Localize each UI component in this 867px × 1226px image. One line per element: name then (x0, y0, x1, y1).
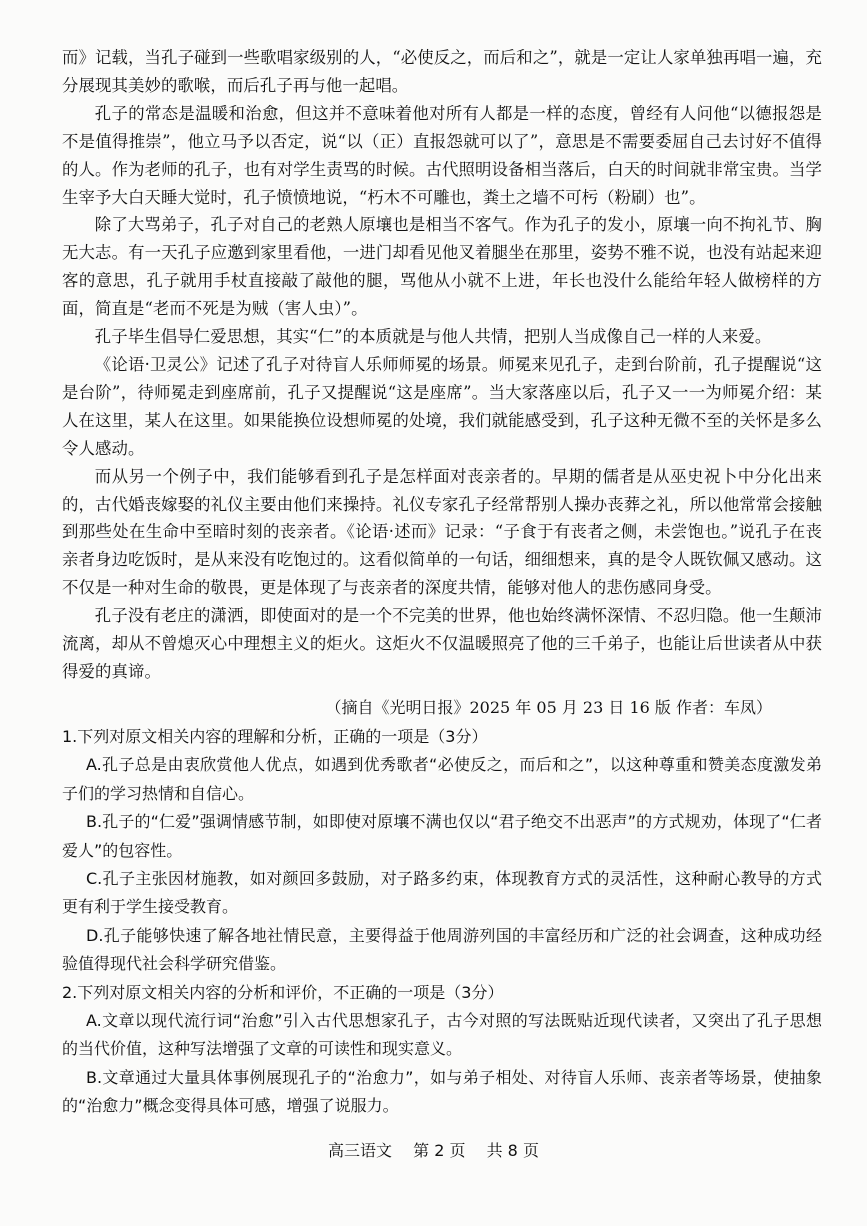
option-b: B.文章通过大量具体事例展现孔子的“治愈力”，如与弟子相处、对待盲人乐师、丧亲者等场景，使抽象的“治愈力”概念变得具体可感，增强了说服力。 (62, 1067, 822, 1116)
article-paragraph: 《论语·卫灵公》记述了孔子对待盲人乐师师冕的场景。师冕来见孔子，走到台阶前，孔子提醒说“这是台阶”，待师冕走到座席前，孔子又提醒说“这是座席”。当大家落座以后，孔子又一一为师冕介绍：某人在这里，某人在这里。如果能换位设想师冕的处境，我们就能感受到，孔子这种无微不至的关怀是多么令人感动。 (62, 354, 822, 458)
question-stem: 2.下列对原文相关内容的分析和评价，不正确的一项是（3分） (62, 982, 504, 1002)
option-a: A.孔子总是由衷欣赏他人优点，如遇到优秀歌者“必使反之，而后和之”，以这种尊重和赞美态度激发弟子们的学习热情和自信心。 (62, 755, 822, 803)
question-1 (62, 723, 822, 979)
option-c: C.孔子主张因材施教，如对颜回多鼓励，对子路多约束，体现教育方式的灵活性，这种耐心教导的方式更有利于学生接受教育。 (62, 869, 822, 917)
article-source: （摘自《光明日报》2025 年 05 月 23 日 16 版 作者：车凤） (325, 698, 772, 717)
footer-total-pages: 共 8 页 (486, 1141, 539, 1160)
question-section (62, 723, 822, 1121)
article-paragraph: 孔子没有老庄的潇洒，即使面对的是一个不完美的世界，他也始终满怀深情、不忍归隐。他一生颠沛流离，却从不曾熄灭心中理想主义的炬火。这炬火不仅温暖照亮了他的三千弟子，也能让后世读者从中获得爱的真谛。 (62, 606, 822, 681)
article-body (62, 44, 822, 686)
article-paragraph: 孔子的常态是温暖和治愈，但这并不意味着他对所有人都是一样的态度，曾经有人问他“以德报怨是不是值得推崇”，他立马予以否定，说“以（正）直报怨就可以了”，意思是不需要委屈自己去讨好不值得的人。作为老师的孔子，也有对学生责骂的时候。古代照明设备相当落后，白天的时间就非常宝贵。当学生宰予大白天睡大觉时，孔子愤愤地说，“朽木不可雕也，粪土之墙不可杇（粉刷）也”。 (62, 103, 822, 207)
article-paragraph: 孔子毕生倡导仁爱思想，其实“仁”的本质就是与他人共情，把别人当成像自己一样的人来爱。 (94, 327, 772, 347)
footer-subject: 高三语文 (328, 1141, 393, 1160)
question-stem: 1.下列对原文相关内容的理解和分析，正确的一项是（3分） (62, 727, 488, 746)
article-paragraph: 除了大骂弟子，孔子对自己的老熟人原壤也是相当不客气。作为孔子的发小，原壤一向不拘礼节、胸无大志。有一天孔子应邀到家里看他，一进门却看见他叉着腿坐在那里，姿势不雅不说，也没有站起来迎客的意思，孔子就用手杖直接敲了敲他的腿，骂他从小就不上进，年长也没什么能给年轻人做榜样的方面，简直是“老而不死是为贼（害人虫）”。 (62, 215, 822, 319)
question-2 (62, 979, 822, 1121)
page-footer (0, 1138, 867, 1161)
option-d: D.孔子能够快速了解各地社情民意，主要得益于他周游列国的丰富经历和广泛的社会调查，这种成功经验值得现代社会科学研究借鉴。 (62, 925, 822, 974)
option-a: A.文章以现代流行词“治愈”引入古代思想家孔子，古今对照的写法既贴近现代读者，又突出了孔子思想的当代价值，这种写法增强了文章的可读性和现实意义。 (62, 1011, 822, 1059)
article-paragraph: 而从另一个例子中，我们能够看到孔子是怎样面对丧亲者的。早期的儒者是从巫史祝卜中分化出来的，古代婚丧嫁娶的礼仪主要由他们来操持。礼仪专家孔子经常帮别人操办丧葬之礼，所以他常常会接触到那些处在生命中至暗时刻的丧亲者。《论语·述而》记录：“子食于有丧者之侧，未尝饱也。”说孔子在丧亲者身边吃饭时，是从来没有吃饱过的。这看似简单的一句话，细细想来，真的是令人既钦佩又感动。这不仅是一种对生命的敬畏，更是体现了与丧亲者的深度共情，能够对他人的悲伤感同身受。 (62, 466, 822, 598)
footer-page-number: 第 2 页 (413, 1141, 466, 1160)
option-b: B.孔子的“仁爱”强调情感节制，如即使对原壤不满也仅以“君子绝交不出恶声”的方式规劝，体现了“仁者爱人”的包容性。 (62, 812, 822, 860)
article-paragraph: 而》记载，当孔子碰到一些歌唱家级别的人，“必使反之，而后和之”，就是一定让人家单独再唱一遍，充分展现其美妙的歌喉，而后孔子再与他一起唱。 (62, 48, 822, 95)
